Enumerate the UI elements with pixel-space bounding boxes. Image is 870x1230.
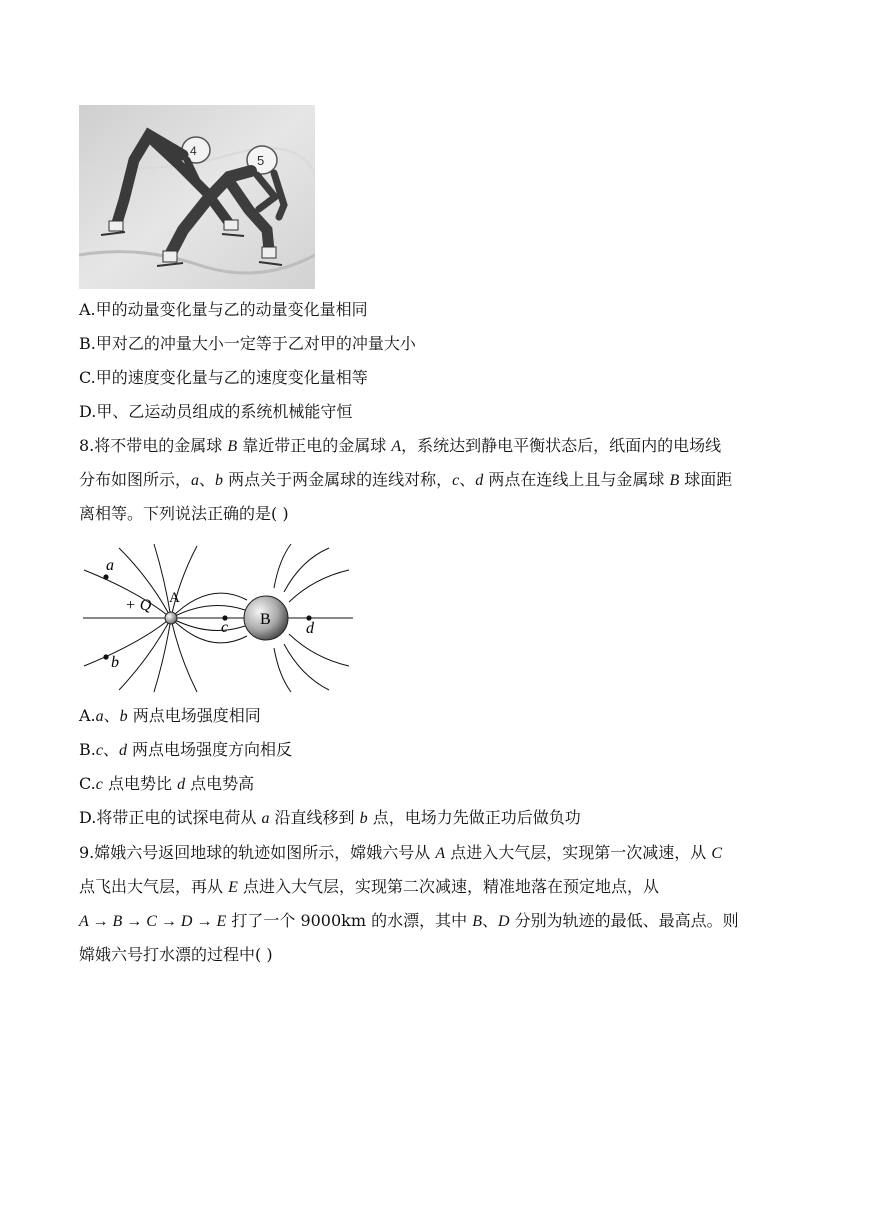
q7-option-c: C.甲的速度变化量与乙的速度变化量相等 xyxy=(79,368,368,387)
label-d: d xyxy=(306,620,314,637)
skaters-photo xyxy=(79,105,315,289)
q8-stem-line-2: 分布如图所示，a、b 两点关于两金属球的连线对称，c、d 两点在连线上且与金属球 B 球面距 xyxy=(79,470,733,489)
q7-option-a: A.甲的动量变化量与乙的动量变化量相同 xyxy=(79,300,368,319)
q9-stem-line-2: 点飞出大气层，再从 E 点进入大气层，实现第二次减速，精准地落在预定地点，从 xyxy=(79,877,659,896)
q7-option-b: B.甲对乙的冲量大小一定等于乙对甲的冲量大小 xyxy=(79,334,416,353)
q8-stem-line-1: 8.将不带电的金属球 B 靠近带正电的金属球 A，系统达到静电平衡状态后，纸面内的电场线 xyxy=(79,436,722,455)
q8-option-c: C.c 点电势比 d 点电势高 xyxy=(79,774,255,793)
q7-option-d: D.甲、乙运动员组成的系统机械能守恒 xyxy=(79,402,353,421)
label-plus-q: + Q xyxy=(125,597,152,614)
q8-option-d: D.将带正电的试探电荷从 a 沿直线移到 b 点，电场力先做正功后做负功 xyxy=(79,808,581,827)
helmet-number-5: 5 xyxy=(257,153,265,168)
sphere-a xyxy=(165,612,177,624)
electric-field-figure xyxy=(79,540,359,695)
label-c: c xyxy=(221,619,229,636)
q8-option-a: A.a、b 两点电场强度相同 xyxy=(79,706,261,725)
label-sphere-b: B xyxy=(260,611,271,628)
q9-stem-line-4: 嫦娥六号打水漂的过程中( ) xyxy=(79,945,273,964)
q9-stem-line-3: A → B → C → D → E 打了一个 9000km 的水漂，其中 B、D 分别为轨迹的最低、最高点。则 xyxy=(79,911,739,930)
label-a: a xyxy=(106,557,114,574)
helmet-number-4: 4 xyxy=(190,144,197,158)
point-b xyxy=(103,654,108,659)
q9-stem-line-1: 9.嫦娥六号返回地球的轨迹如图所示，嫦娥六号从 A 点进入大气层，实现第一次减速，从 C xyxy=(79,843,722,862)
q8-option-b: B.c、d 两点电场强度方向相反 xyxy=(79,740,293,759)
label-sphere-a: A xyxy=(169,590,180,606)
point-a xyxy=(103,574,108,579)
q8-stem-line-3: 离相等。下列说法正确的是( ) xyxy=(79,504,289,523)
label-b: b xyxy=(111,654,119,671)
